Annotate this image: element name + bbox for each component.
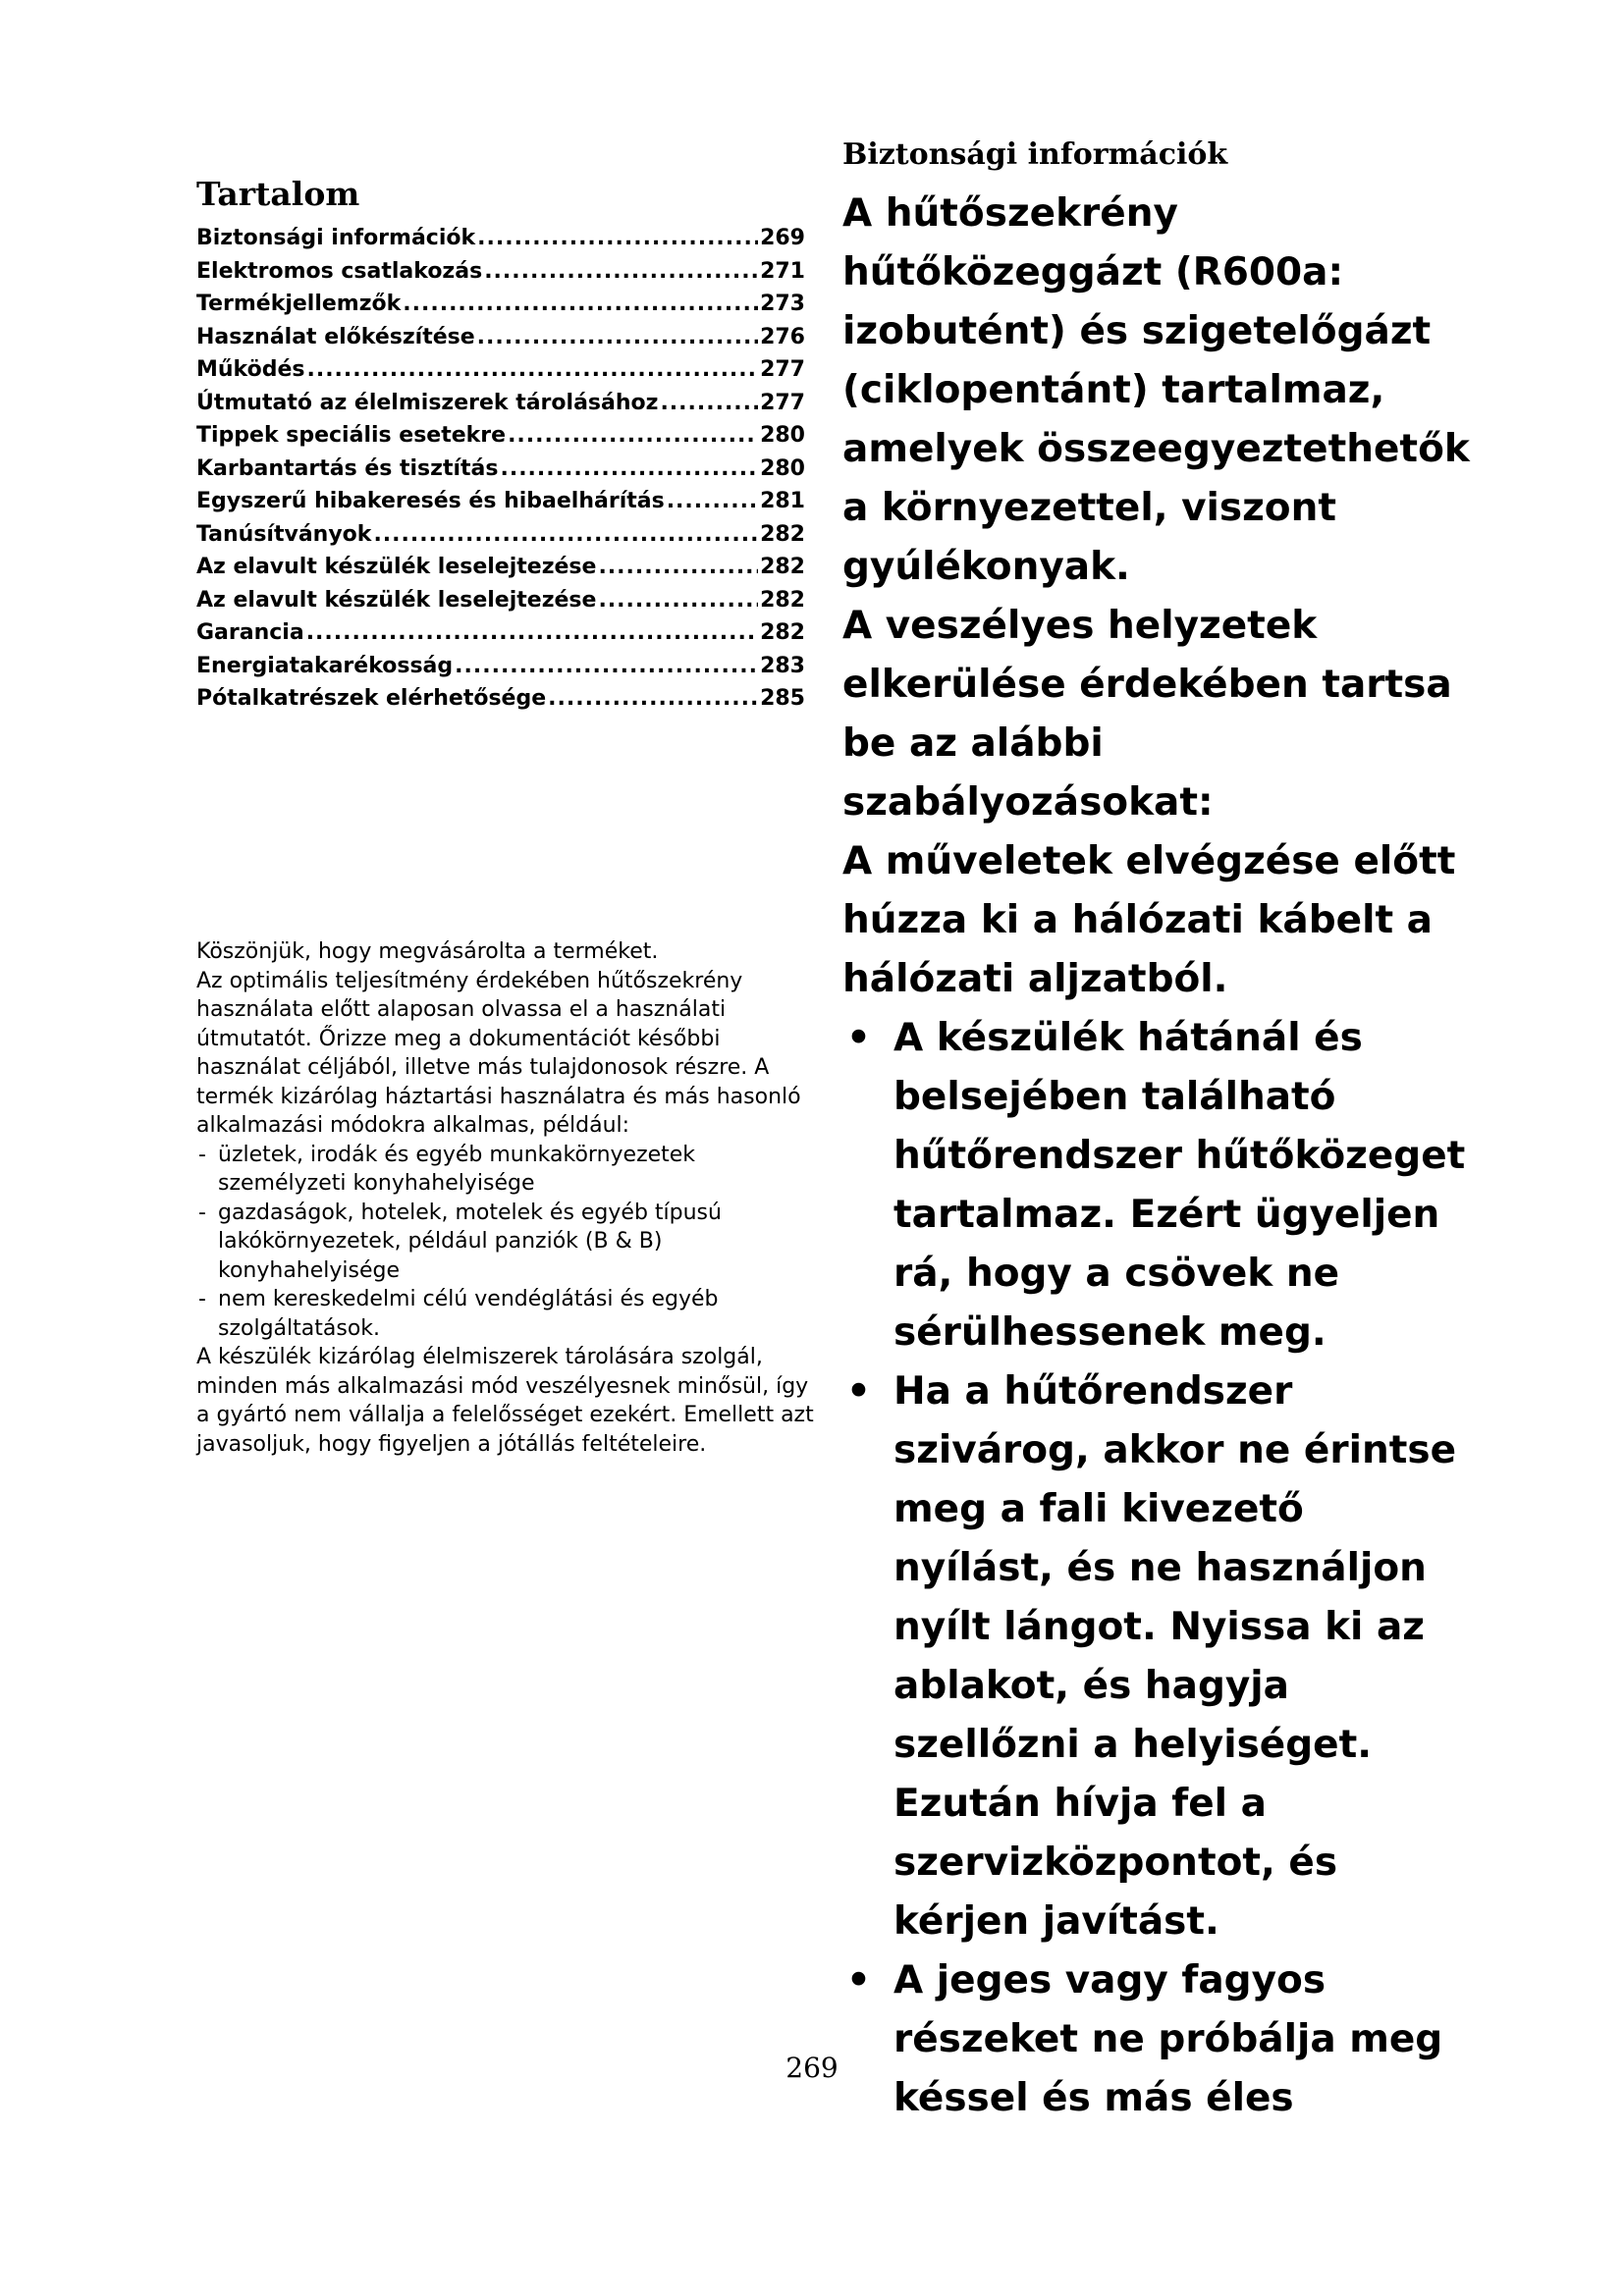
toc-entry-label: Karbantartás és tisztítás xyxy=(196,455,499,481)
toc-leader-dots xyxy=(373,518,758,552)
toc-leader-dots xyxy=(598,551,758,584)
toc-leader-dots xyxy=(306,616,758,650)
safety-bullet-item xyxy=(842,1362,1471,1951)
usage-example-item: - gazdaságok, hotelek, motelek és egyéb típusú lakókörnyezetek, például panziók (B & B) konyhahelyisége xyxy=(196,1199,815,1286)
toc-leader-dots xyxy=(660,387,758,420)
toc-entry-label: Működés xyxy=(196,357,305,382)
toc-entry-label: Elektromos csatlakozás xyxy=(196,258,483,284)
toc-entry xyxy=(196,616,805,650)
toc-entry xyxy=(196,419,805,453)
safety-section xyxy=(842,137,1471,2128)
toc-entry-page: 276 xyxy=(760,324,805,349)
safety-bullet-item xyxy=(842,1951,1471,2128)
toc-entry xyxy=(196,353,805,387)
toc-entry-label: Egyszerű hibakeresés és hibaelhárítás xyxy=(196,489,665,513)
toc-entry xyxy=(196,453,805,486)
safety-bullet-text: Ha a hűtőrendszer szivárog, akkor ne érintse meg a fali kivezető nyílást, és ne használjon nyílt lángot. Nyissa ki az ablakot, és hagyja szellőzni a helyiséget. Ezután hívja fel a szervizközpontot, és kérjen javítást. xyxy=(893,1369,1457,1944)
toc-entry-label: Útmutató az élelmiszerek tárolásához xyxy=(196,390,659,415)
toc-entry xyxy=(196,650,805,683)
toc-entry-page: 277 xyxy=(760,357,805,382)
intro-closing: A készülék kizárólag élelmiszerek tárolására szolgál, minden más alkalmazási mód veszélyesnek minősül, így a gyártó nem vállalja a felelősséget ezekért. Emellett azt javasoljuk, hogy figyeljen a jótállás feltételeire. xyxy=(196,1345,814,1457)
intro-section xyxy=(196,937,815,1459)
toc-entry xyxy=(196,551,805,584)
toc-entry-page: 280 xyxy=(760,455,805,481)
toc-leader-dots xyxy=(548,682,758,716)
toc-section xyxy=(196,177,805,716)
toc-entry xyxy=(196,222,805,255)
toc-entry-page: 269 xyxy=(760,226,805,250)
toc-leader-dots xyxy=(455,650,758,683)
page-number: 269 xyxy=(785,2052,839,2084)
toc-entry-label: Az elavult készülék leselejtezése xyxy=(196,555,597,579)
toc-list xyxy=(196,222,805,716)
intro-body: Az optimális teljesítmény érdekében hűtőszekrény használata előtt alaposan olvassa el a használati útmutatót. Őrizze meg a dokumentációt későbbi használat céljából, illetve más tulajdonosok részre. A termék kizárólag háztartási használatra és más hasonló alkalmazási módokra alkalmas, például: xyxy=(196,968,801,1138)
toc-entry-page: 280 xyxy=(760,423,805,448)
toc-entry xyxy=(196,255,805,289)
usage-example-item: - nem kereskedelmi célú vendéglátási és egyéb szolgáltatások. xyxy=(196,1285,815,1343)
toc-entry-label: Biztonsági információk xyxy=(196,226,476,250)
toc-leader-dots xyxy=(484,255,758,289)
toc-entry-page: 281 xyxy=(760,489,805,513)
toc-entry xyxy=(196,518,805,552)
toc-entry xyxy=(196,321,805,354)
toc-entry-label: Garancia xyxy=(196,620,304,645)
toc-entry-page: 285 xyxy=(760,686,805,711)
toc-entry-page: 273 xyxy=(760,292,805,316)
safety-paragraph: A hűtőszekrény hűtőközeggázt (R600a: izobutént) és szigetelőgázt (ciklopentánt) tartalmaz, amelyek összeegyeztethetők a környezettel, viszont gyúlékonyak. xyxy=(842,191,1470,589)
toc-entry-page: 282 xyxy=(760,587,805,613)
safety-bullet-list xyxy=(842,1009,1471,2128)
toc-leader-dots xyxy=(598,584,758,617)
toc-entry xyxy=(196,485,805,518)
toc-entry xyxy=(196,682,805,716)
safety-paragraph: A veszélyes helyzetek elkerülése érdekében tartsa be az alábbi szabályozásokat: xyxy=(842,604,1452,825)
toc-entry-label: Energiatakarékosság xyxy=(196,653,454,678)
toc-entry-label: Használat előkészítése xyxy=(196,324,475,349)
toc-entry xyxy=(196,387,805,420)
toc-entry-page: 282 xyxy=(760,620,805,645)
toc-entry-page: 282 xyxy=(760,521,805,547)
toc-entry xyxy=(196,288,805,321)
safety-bullet-item xyxy=(842,1009,1471,1362)
toc-leader-dots xyxy=(477,222,758,255)
safety-bullet-text: A készülék hátánál és belsejében található hűtőrendszer hűtőközeget tartalmaz. Ezért ügyeljen rá, hogy a csövek ne sérülhessenek meg. xyxy=(893,1016,1466,1355)
toc-leader-dots xyxy=(403,288,758,321)
toc-entry-label: Az elavult készülék leselejtezése xyxy=(196,587,597,613)
toc-entry-page: 277 xyxy=(760,390,805,415)
bullet-icon: • xyxy=(846,1958,871,2002)
bullet-icon: • xyxy=(846,1369,871,1414)
bullet-icon: • xyxy=(846,1016,871,1060)
safety-bullet-text: A jeges vagy fagyos részeket ne próbálja meg késsel és más éles xyxy=(893,1958,1443,2120)
toc-leader-dots xyxy=(508,419,758,453)
toc-entry-page: 271 xyxy=(760,258,805,284)
toc-leader-dots xyxy=(667,485,758,518)
usage-examples-list xyxy=(196,1141,815,1344)
toc-title: Tartalom xyxy=(196,175,360,213)
toc-leader-dots xyxy=(477,321,758,354)
toc-entry-page: 283 xyxy=(760,653,805,678)
safety-heading: Biztonsági információk xyxy=(842,137,1228,172)
toc-entry xyxy=(196,584,805,617)
toc-entry-label: Pótalkatrészek elérhetősége xyxy=(196,686,547,711)
intro-thanks: Köszönjük, hogy megvásárolta a terméket. xyxy=(196,939,659,964)
toc-entry-label: Tippek speciális esetekre xyxy=(196,423,507,448)
toc-leader-dots xyxy=(306,353,758,387)
toc-entry-label: Termékjellemzők xyxy=(196,292,402,316)
usage-example-item: - üzletek, irodák és egyéb munkakörnyezetek személyzeti konyhahelyisége xyxy=(196,1141,815,1199)
safety-paragraph: A műveletek elvégzése előtt húzza ki a hálózati kábelt a hálózati aljzatból. xyxy=(842,839,1456,1001)
toc-entry-page: 282 xyxy=(760,555,805,579)
toc-entry-label: Tanúsítványok xyxy=(196,521,372,547)
toc-leader-dots xyxy=(500,453,758,486)
